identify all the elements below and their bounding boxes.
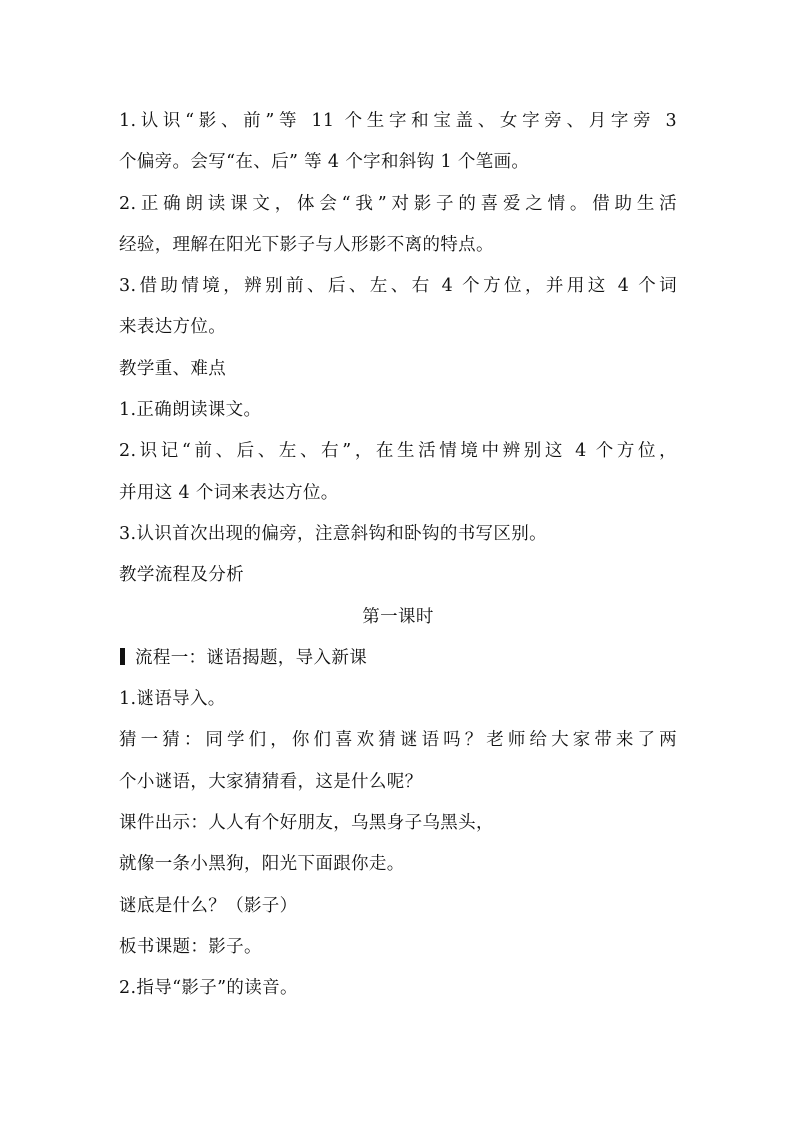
objective-1-line-2: 个偏旁。会写“在、后” 等 4 个字和斜钩 1 个笔画。	[119, 152, 530, 173]
riddle-prompt-line-2: 个小谜语，大家猜猜看，这是什么呢？	[119, 771, 423, 792]
objective-1-line-1: 1.认识“影、前”等 11 个生字和宝盖、女字旁、月字旁 3	[119, 111, 677, 131]
key-point-2-line-2: 并用这 4 个词来表达方位。	[119, 482, 339, 503]
process-one-heading-text: 流程一：谜语揭题，导入新课	[135, 647, 368, 668]
pronunciation-guide: 2.指导“影子”的读音。	[119, 978, 298, 999]
lesson-title: 第一课时	[362, 606, 434, 627]
document-body	[119, 101, 679, 1010]
objective-2-line-1: 2.正确朗读课文，体会“我”对影子的喜爱之情。借助生活	[119, 193, 677, 214]
courseware-riddle-line-1: 课件出示：人人有个好朋友，乌黑身子乌黑头，	[119, 813, 494, 834]
key-point-2-line-1: 2.识记“前、后、左、右”，在生活情境中辨别这 4 个方位，	[119, 441, 677, 462]
courseware-riddle-line-2: 就像一条小黑狗，阳光下面跟你走。	[119, 854, 405, 875]
process-one-heading	[119, 638, 679, 679]
riddle-answer: 谜底是什么？（影子）	[119, 895, 298, 916]
section-bar-icon	[120, 648, 125, 665]
teaching-process-heading: 教学流程及分析	[119, 565, 244, 586]
objective-3-line-1: 3.借助情境，辨别前、后、左、右 4 个方位，并用这 4 个词	[119, 276, 677, 297]
key-point-3: 3.认识首次出现的偏旁，注意斜钩和卧钩的书写区别。	[119, 523, 547, 544]
key-point-1: 1.正确朗读课文。	[119, 400, 262, 421]
blackboard-title: 板书课题：影子。	[119, 936, 262, 957]
objective-3-line-2: 来表达方位。	[119, 317, 227, 338]
riddle-intro-heading: 1.谜语导入。	[119, 689, 226, 710]
key-points-heading: 教学重、难点	[119, 358, 227, 379]
objective-2-line-2: 经验，理解在阳光下影子与人形影不离的特点。	[119, 234, 494, 255]
riddle-prompt-line-1: 猜一猜：同学们，你们喜欢猜谜语吗？老师给大家带来了两	[119, 730, 677, 751]
